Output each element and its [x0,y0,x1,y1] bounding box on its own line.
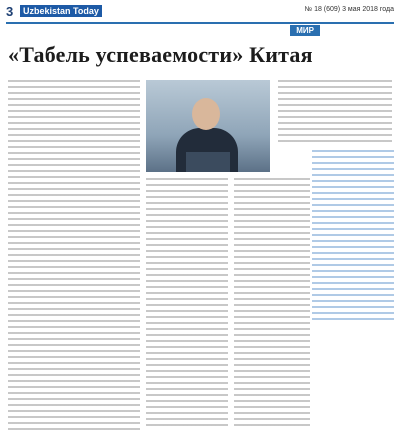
brand-logo: Uzbekistan Today [20,5,102,17]
speaker-photo [146,80,270,172]
body-text-placeholder [146,178,228,430]
masthead-rule [6,22,394,24]
body-text-placeholder [8,80,140,430]
body-column-3 [234,178,310,430]
photo-head [192,98,220,130]
masthead [0,0,400,40]
body-column-1 [8,80,140,430]
body-text-placeholder [278,80,392,144]
body-column-4-top [278,80,392,144]
page-number: 3 [6,4,14,19]
pull-quote-placeholder [312,150,394,320]
issue-line: № 18 (609) 3 мая 2018 года [304,6,394,13]
section-rubric: МИР [290,25,320,36]
body-text-placeholder [234,178,310,430]
article-headline: «Табель успеваемости» Китая [8,42,313,67]
body-column-2 [146,178,228,430]
pull-quote-column [312,150,394,320]
photo-lectern [186,152,230,172]
